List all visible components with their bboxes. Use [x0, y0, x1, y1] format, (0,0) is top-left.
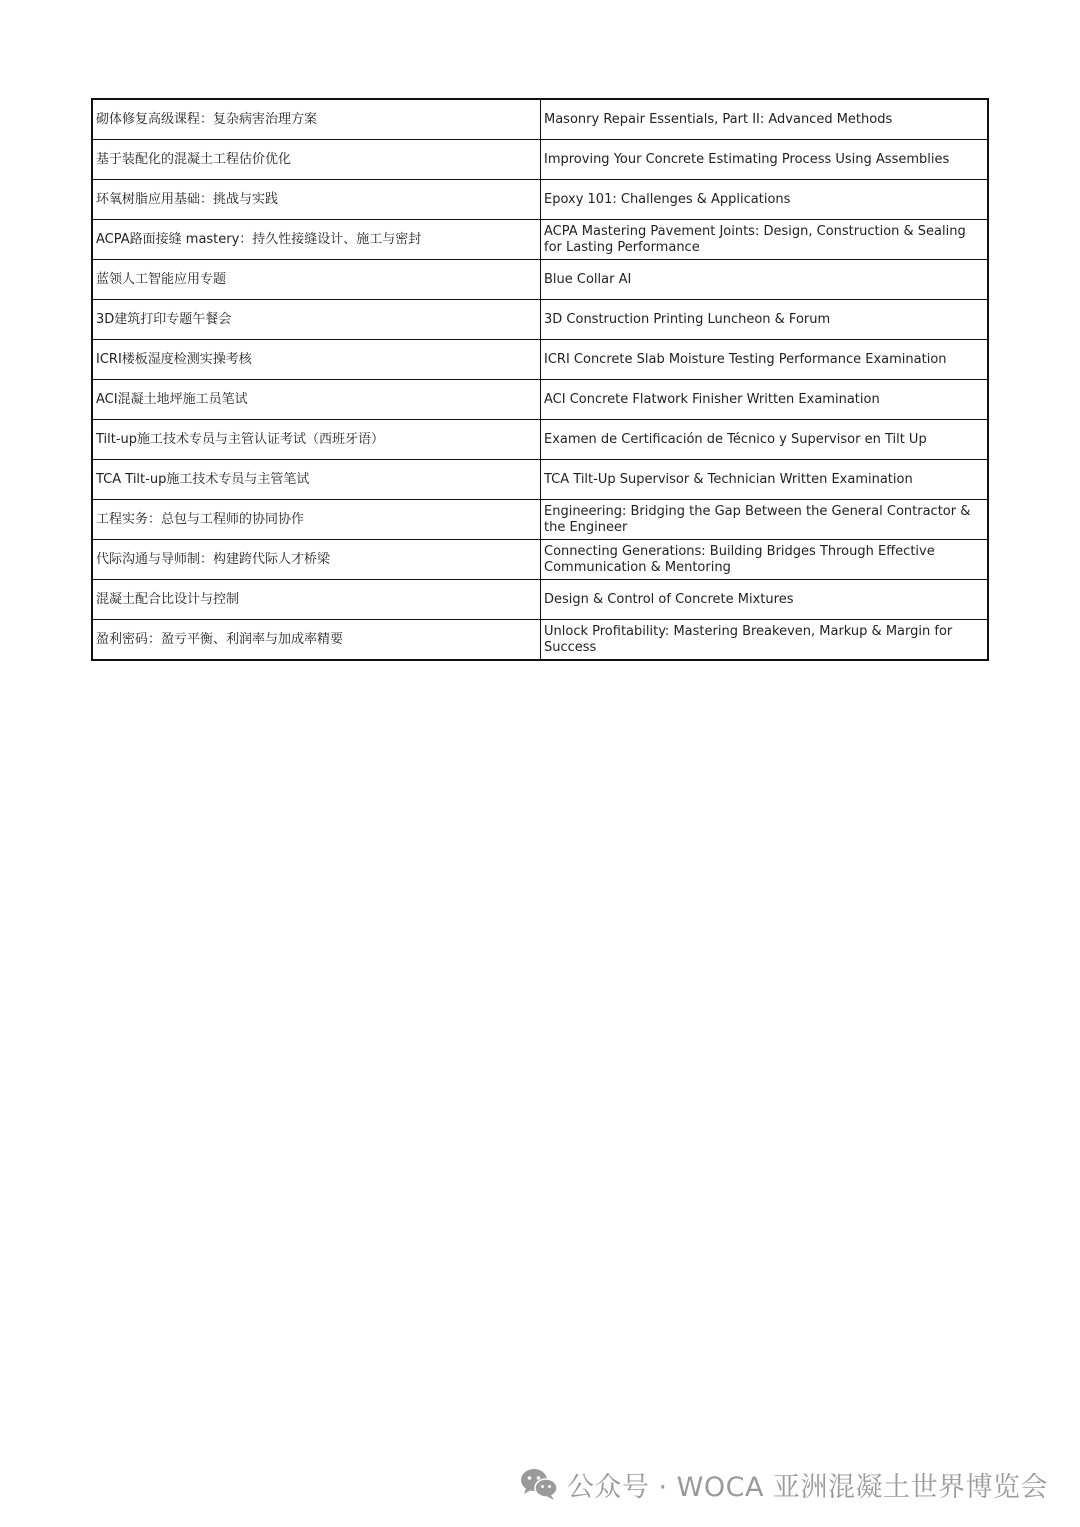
course-title-cn: ACI混凝土地坪施工员笔试 — [92, 380, 541, 420]
table-row — [92, 500, 988, 540]
wechat-account-watermark — [519, 1464, 1048, 1504]
table-row — [92, 140, 988, 180]
course-title-cn: 盈利密码：盈亏平衡、利润率与加成率精要 — [92, 620, 541, 661]
course-title-cn: 砌体修复高级课程：复杂病害治理方案 — [92, 99, 541, 140]
table-row — [92, 580, 988, 620]
course-title-en: ACI Concrete Flatwork Finisher Written Examination — [541, 380, 989, 420]
table-row — [92, 260, 988, 300]
course-title-cn: 3D建筑打印专题午餐会 — [92, 300, 541, 340]
course-title-en: Epoxy 101: Challenges & Applications — [541, 180, 989, 220]
course-title-cn: 工程实务：总包与工程师的协同协作 — [92, 500, 541, 540]
course-title-en: Engineering: Bridging the Gap Between the General Contractor & the Engineer — [541, 500, 989, 540]
course-title-cn: 基于装配化的混凝土工程估价优化 — [92, 140, 541, 180]
course-title-en: Masonry Repair Essentials, Part II: Advanced Methods — [541, 99, 989, 140]
course-title-cn: 蓝领人工智能应用专题 — [92, 260, 541, 300]
course-title-cn: 混凝土配合比设计与控制 — [92, 580, 541, 620]
course-title-cn: 环氧树脂应用基础：挑战与实践 — [92, 180, 541, 220]
table-row — [92, 380, 988, 420]
table-row — [92, 340, 988, 380]
course-title-cn: TCA Tilt-up施工技术专员与主管笔试 — [92, 460, 541, 500]
table-row — [92, 99, 988, 140]
course-title-en: 3D Construction Printing Luncheon & Forum — [541, 300, 989, 340]
table-row — [92, 540, 988, 580]
table-row — [92, 460, 988, 500]
wechat-icon — [519, 1467, 559, 1501]
course-title-en: Improving Your Concrete Estimating Process Using Assemblies — [541, 140, 989, 180]
course-title-en: Connecting Generations: Building Bridges Through Effective Communication & Mentoring — [541, 540, 989, 580]
course-title-cn: ACPA路面接缝 mastery：持久性接缝设计、施工与密封 — [92, 220, 541, 260]
course-title-cn: Tilt-up施工技术专员与主管认证考试（西班牙语） — [92, 420, 541, 460]
course-title-en: ACPA Mastering Pavement Joints: Design, Construction & Sealing for Lasting Performance — [541, 220, 989, 260]
course-table — [91, 98, 989, 661]
course-title-en: ICRI Concrete Slab Moisture Testing Performance Examination — [541, 340, 989, 380]
watermark-text: 公众号 · WOCA 亚洲混凝土世界博览会 — [566, 1471, 1048, 1503]
table-row — [92, 420, 988, 460]
course-title-en: Blue Collar AI — [541, 260, 989, 300]
course-title-cn: ICRI楼板湿度检测实操考核 — [92, 340, 541, 380]
course-title-en: Design & Control of Concrete Mixtures — [541, 580, 989, 620]
course-title-en: Examen de Certificación de Técnico y Supervisor en Tilt Up — [541, 420, 989, 460]
table-row — [92, 220, 988, 260]
table-row — [92, 620, 988, 661]
table-row — [92, 300, 988, 340]
course-title-en: TCA Tilt-Up Supervisor & Technician Written Examination — [541, 460, 989, 500]
course-table-body — [92, 99, 988, 660]
course-title-en: Unlock Profitability: Mastering Breakeven, Markup & Margin for Success — [541, 620, 989, 661]
course-title-cn: 代际沟通与导师制：构建跨代际人才桥梁 — [92, 540, 541, 580]
table-row — [92, 180, 988, 220]
